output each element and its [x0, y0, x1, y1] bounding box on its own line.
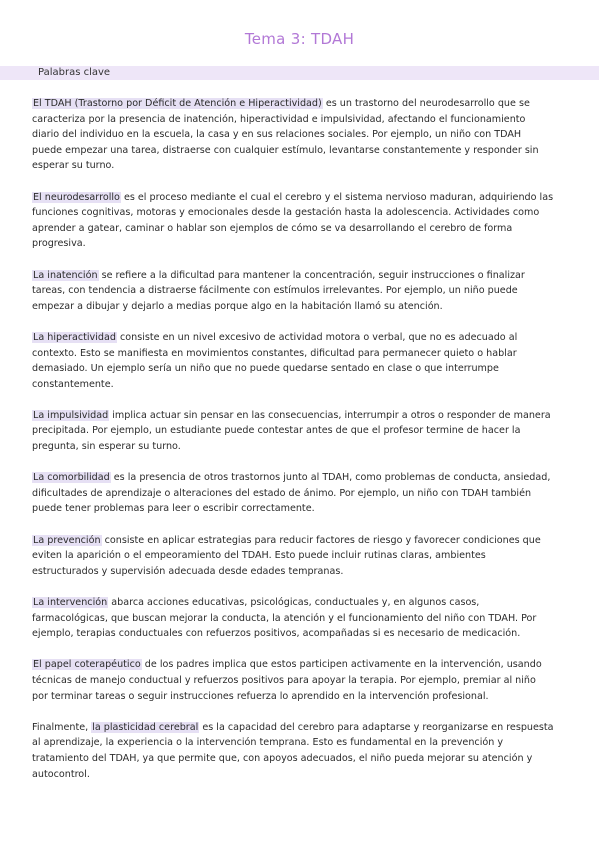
keyword-term: La impulsividad [33, 409, 109, 421]
keyword-term: La comorbilidad [33, 472, 110, 484]
paragraph-plasticidad-cerebral: Finalmente, la plasticidad cerebral es la capacidad del cerebro para adaptarse y reorganizarse en respuesta al aprendizaje, la experiencia o la intervención temprana. Esto es fundamental en la prevención y tratamiento del TDAH, ya que permite que, con apoyos adecuados, el niño pueda mejorar su atención y autocontrol. [32, 721, 554, 780]
keyword-term: La intervención [33, 597, 108, 608]
paragraph-inatencion: La inatención se refiere a la dificultad para mantener la concentración, seguir instrucciones o finalizar tareas, con tendencia a distraerse fácilmente con estímulos irrelevantes. Por ejemplo, un niño puede empezar a dibujar y dejarlo a medias porque algo en la habitación llamó su atención. [32, 269, 525, 312]
page-title: Tema 3: TDAH [244, 30, 355, 48]
paragraph-prevencion: La prevención consiste en aplicar estrategias para reducir factores de riesgo y favorecer condiciones que eviten la aparición o el empeoramiento del TDAH. Esto puede incluir rutinas claras, ambientes estructurados y supervisión adecuada desde edades tempranas. [32, 534, 541, 577]
paragraph-tdah: El TDAH (Trastorno por Déficit de Atención e Hiperactividad) es un trastorno del neurodesarrollo que se caracteriza por la presencia de inatención, hiperactividad e impulsividad, afectando el funcionamiento diario del individuo en la escuela, la casa y en sus relaciones sociales. Por ejemplo, un niño con TDAH puede empezar una tarea, distraerse con cualquier estímulo, levantarse constantemente y responder sin esperar su turno. [32, 98, 539, 172]
keyword-term: la plasticidad cerebral [92, 721, 199, 733]
paragraph-intervencion: La intervención abarca acciones educativas, psicológicas, conductuales y, en algunos casos, farmacológicas, que buscan mejorar la conducta, la atención y el funcionamiento del niño con TDAH. Por ejemplo, terapias conductuales con refuerzos positivos, acompañadas si es necesario de medicación. [32, 597, 537, 640]
paragraph-neurodesarrollo: El neurodesarrollo es el proceso mediante el cual el cerebro y el sistema nervioso maduran, adquiriendo las funciones cognitivas, motoras y emocionales desde la gestación hasta la adolescencia. Actividades como aprender a gatear, caminar o hablar son ejemplos de cómo se va desarrollando el cerebro de forma progresiva. [32, 191, 554, 250]
keyword-term: El papel coterapéutico [33, 659, 141, 671]
section-label: Palabras clave [38, 67, 111, 78]
keyword-term: El neurodesarrollo [33, 191, 120, 203]
paragraph-comorbilidad: La comorbilidad es la presencia de otros trastornos junto al TDAH, como problemas de conducta, ansiedad, dificultades de aprendizaje o alteraciones del estado de ánimo. Por ejemplo, un niño con TDAH también puede tener problemas para leer o escribir correctamente. [32, 472, 551, 515]
keywords-content [32, 96, 554, 798]
keyword-term: La hiperactividad [33, 331, 116, 343]
paragraph-impulsividad: La impulsividad implica actuar sin pensar en las consecuencias, interrumpir a otros o responder de manera precipitada. Por ejemplo, un estudiante puede contestar antes de que el profesor termine de hacer la pregunta, sin esperar su turno. [32, 409, 551, 453]
paragraph-papel-coterapeutico: El papel coterapéutico de los padres implica que estos participen activamente en la intervención, usando técnicas de manejo conductual y refuerzos positivos para apoyar la terapia. Por ejemplo, premiar al niño por terminar tareas o seguir instrucciones refuerza lo aprendido en la intervención profesional. [32, 659, 542, 702]
paragraph-hiperactividad: La hiperactividad consiste en un nivel excesivo de actividad motora o verbal, que no es adecuado al contexto. Esto se manifiesta en movimientos constantes, dificultad para permanecer quieto o hablar demasiado. Un ejemplo sería un niño que no puede quedarse sentado en clase o que interrumpe constantemente. [32, 331, 518, 390]
keyword-term: El TDAH (Trastorno por Déficit de Atención e Hiperactividad) [33, 98, 322, 109]
keyword-term: La prevención [33, 534, 101, 546]
keyword-term: La inatención [33, 269, 98, 281]
